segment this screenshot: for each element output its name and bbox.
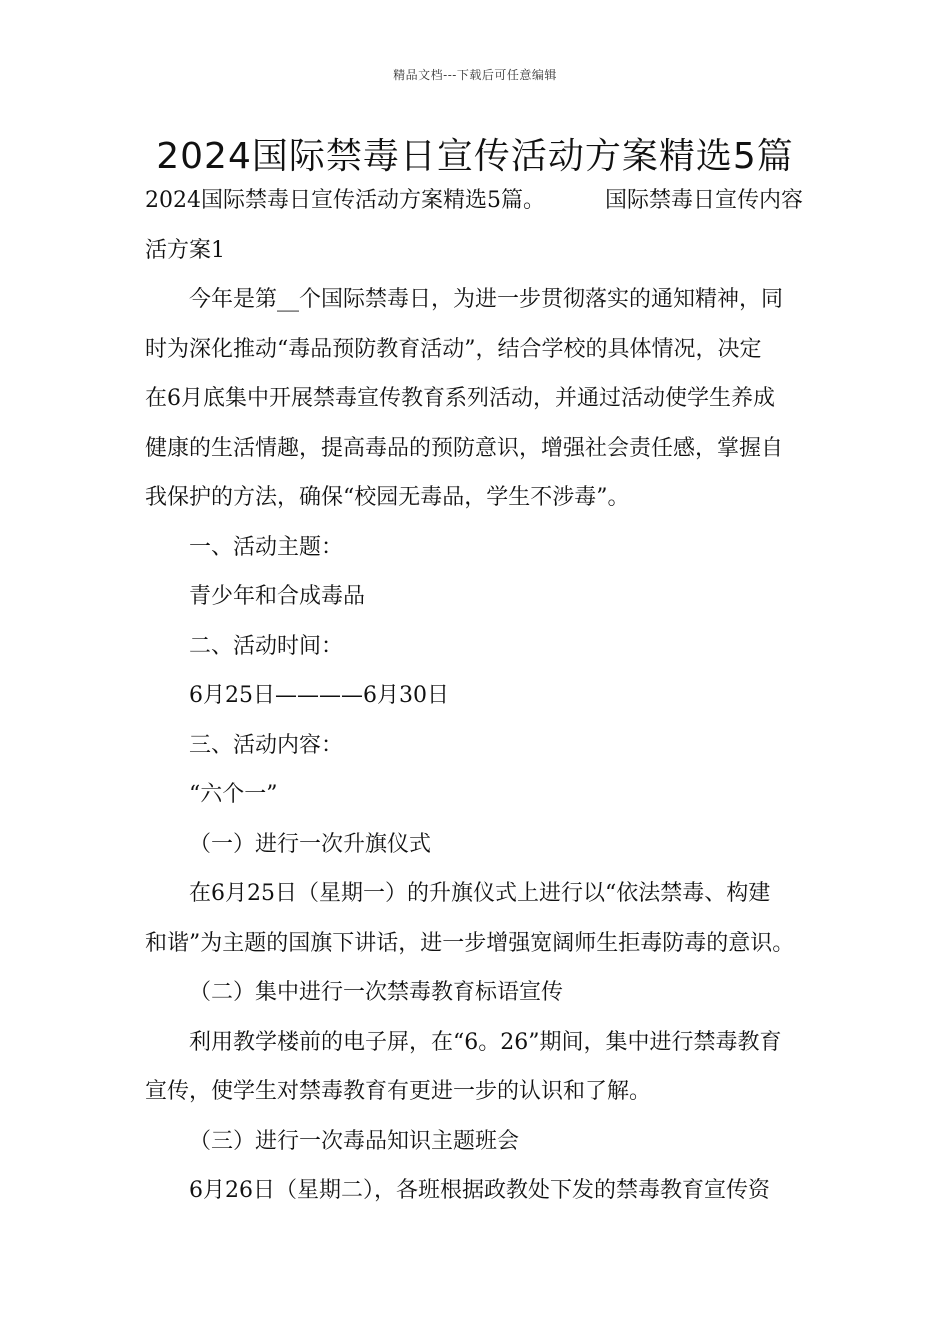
intro-text-part2: 国际禁毒日宣传内容 [605,188,804,213]
paragraph-lines [145,226,810,1216]
paragraph-line: （二）集中进行一次禁毒教育标语宣传 [189,980,564,1005]
paragraph-line: 今年是第__个国际禁毒日，为进一步贯彻落实的通知精神，同 [189,287,784,312]
paragraph-line: 6月26日（星期二），各班根据政教处下发的禁毒教育宣传资 [189,1178,770,1203]
paragraph-line: 在6月25日（星期一）的升旗仪式上进行以“依法禁毒、构建 [189,881,771,906]
paragraph-line: “六个一” [189,782,278,807]
paragraph-line: 青少年和合成毒品 [189,584,366,609]
paragraph-line: 利用教学楼前的电子屏，在“6。26”期间，集中进行禁毒教育 [189,1029,782,1055]
paragraph-line: 在6月底集中开展禁毒宣传教育系列活动，并通过活动使学生养成 [145,386,775,411]
paragraph-line: 6月25日————6月30日 [189,683,449,708]
intro-text-part1: 2024国际禁毒日宣传活动方案精选5篇。 [145,188,545,213]
paragraph-line: 时为深化推动“毒品预防教育活动”，结合学校的具体情况，决定 [145,336,762,362]
intro-line [145,176,810,226]
paragraph-line: 健康的生活情趣，提高毒品的预防意识，增强社会责任感，掌握自 [145,435,784,461]
paragraph-line: 一、活动主题： [189,534,344,560]
paragraph-line: 三、活动内容： [189,732,344,758]
paragraph-line: （一）进行一次升旗仪式 [189,831,432,857]
paragraph-line: 活方案1 [145,237,225,263]
paragraph-line: 二、活动时间： [189,633,344,659]
paragraph-line: 我保护的方法，确保“校园无毒品，学生不涉毒”。 [145,485,630,510]
paragraph-line: 宣传，使学生对禁毒教育有更进一步的认识和了解。 [145,1079,652,1104]
paragraph-line: （三）进行一次毒品知识主题班会 [189,1128,520,1154]
paragraph-line: 和谐”为主题的国旗下讲话，进一步增强宽阔师生拒毒防毒的意识。 [145,930,795,956]
document-title: 2024国际禁毒日宣传活动方案精选5篇 [156,136,794,177]
document-body [145,176,810,1216]
page-header: 精品文档---下载后可任意编辑 [393,68,557,82]
